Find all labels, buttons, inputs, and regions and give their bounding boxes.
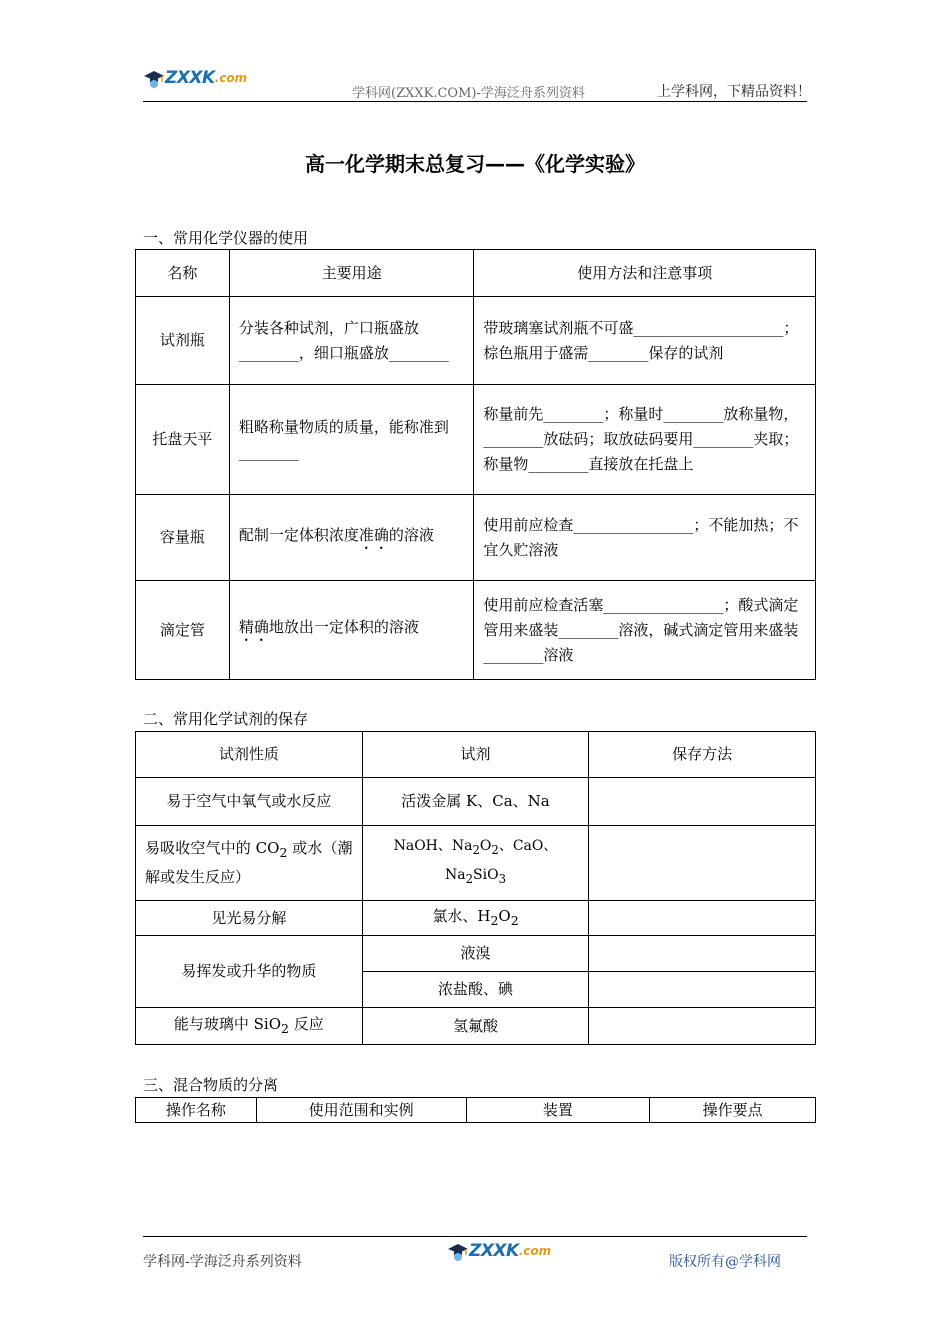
col-header-name: 名称 [136,250,230,297]
instrument-name: 滴定管 [136,581,230,680]
footer-logo [447,1241,551,1261]
storage-method [589,972,816,1008]
property-text: 或水（潮解或发生反应） [145,839,353,886]
storage-method [589,1008,816,1045]
subscript: 2 [281,1020,289,1036]
table-header-row [136,1098,816,1123]
col-header-property: 试剂性质 [136,732,363,778]
instrument-notes: 称量前先________；称量时________放称量物，________放砝码；取放砝码要用________夹取；称量物________直接放在托盘上 [474,385,816,495]
table-row [136,297,816,385]
instrument-table [135,249,816,680]
footer-rule [143,1236,807,1237]
storage-method [589,778,816,826]
storage-method [589,901,816,936]
subscript: 2 [465,871,474,886]
emphasized-text: 准确 [358,525,389,544]
reagent-table [135,731,816,1045]
col-header-keypoints: 操作要点 [650,1098,816,1123]
subscript: 3 [498,871,506,886]
section1-heading: 一、常用化学仪器的使用 [143,229,309,247]
formula-part: O [498,906,511,925]
col-header-reagent: 试剂 [362,732,589,778]
formula-part: NaOH、Na [393,838,473,855]
header-rule [143,101,807,102]
logo-suffix: .com [518,1244,552,1258]
storage-method [589,936,816,972]
header-center-text: 学科网(ZXXK.COM)-学海泛舟系列资料 [352,86,585,101]
logo-text: ZXXK [469,1241,519,1261]
table-row [136,936,816,972]
emphasized-text: 精确 [238,618,269,636]
instrument-use: 粗略称量物质的质量，能称准到________ [229,385,474,495]
subscript: 2 [490,912,499,928]
section3-heading: 三、混合物质的分离 [143,1076,279,1094]
reagent-property: 见光易分解 [136,901,363,936]
use-text: 的溶液 [388,525,434,544]
reagent-name: 氢氟酸 [362,1008,589,1045]
separation-table [135,1097,816,1123]
table-row [136,826,816,901]
col-header-notes: 使用方法和注意事项 [474,250,816,297]
graduation-cap-icon [447,1242,469,1260]
formula-part: SiO [473,867,499,883]
instrument-use: 分装各种试剂，广口瓶盛放________，细口瓶盛放________ [229,297,474,385]
page-title: 高一化学期末总复习——《化学实验》 [305,152,645,176]
formula-part: 、CaO、Na [445,838,558,883]
table-row [136,385,816,495]
table-row [136,1008,816,1045]
storage-method [589,826,816,901]
instrument-use [229,581,474,680]
section2-heading: 二、常用化学试剂的保存 [143,710,309,728]
reagent-property: 易于空气中氧气或水反应 [136,778,363,826]
graduation-cap-icon [143,69,165,87]
col-header-storage: 保存方法 [589,732,816,778]
instrument-notes: 使用前应检查________________；不能加热；不宜久贮溶液 [474,495,816,581]
table-header-row [136,732,816,778]
table-header-row [136,250,816,297]
reagent-name [362,901,589,936]
col-header-use: 主要用途 [229,250,474,297]
table-row [136,778,816,826]
reagent-property [136,826,363,901]
property-text: 反应 [288,1014,324,1033]
subscript: 2 [279,845,288,860]
formula-part: 氯水、H [432,906,491,925]
table-row [136,901,816,936]
table-row [136,581,816,680]
reagent-name: 浓盐酸、碘 [362,972,589,1008]
reagent-name [362,826,589,901]
reagent-name: 活泼金属 K、Ca、Na [362,778,589,826]
instrument-use [229,495,474,581]
property-text: 能与玻璃中 SiO [173,1014,282,1033]
header-logo [143,68,247,88]
instrument-name: 容量瓶 [136,495,230,581]
col-header-scope: 使用范围和实例 [256,1098,466,1123]
header-right-text: 上学科网，下精品资料！ [657,84,811,100]
property-text: 易吸收空气中的 CO [145,839,280,857]
reagent-property [136,1008,363,1045]
reagent-name: 液溴 [362,936,589,972]
col-header-operation: 操作名称 [136,1098,257,1123]
logo-suffix: .com [214,71,248,85]
subscript: 2 [510,912,519,928]
table-row [136,495,816,581]
logo-text: ZXXK [165,68,215,88]
subscript: 2 [472,843,480,857]
use-text: 地放出一定体积的溶液 [268,618,419,636]
formula-part: O [479,838,492,855]
instrument-notes: 带玻璃塞试剂瓶不可盛____________________；棕色瓶用于盛需________保存的试剂 [474,297,816,385]
reagent-property: 易挥发或升华的物质 [136,936,363,1008]
footer-right-text: 版权所有@学科网 [669,1254,781,1270]
subscript: 2 [491,843,499,857]
instrument-notes: 使用前应检查活塞________________；酸式滴定管用来盛装________溶液，碱式滴定管用来盛装________溶液 [474,581,816,680]
instrument-name: 试剂瓶 [136,297,230,385]
use-text: 配制一定体积浓度 [238,525,359,544]
footer-left-text: 学科网-学海泛舟系列资料 [143,1254,302,1270]
instrument-name: 托盘天平 [136,385,230,495]
col-header-apparatus: 装置 [466,1098,650,1123]
